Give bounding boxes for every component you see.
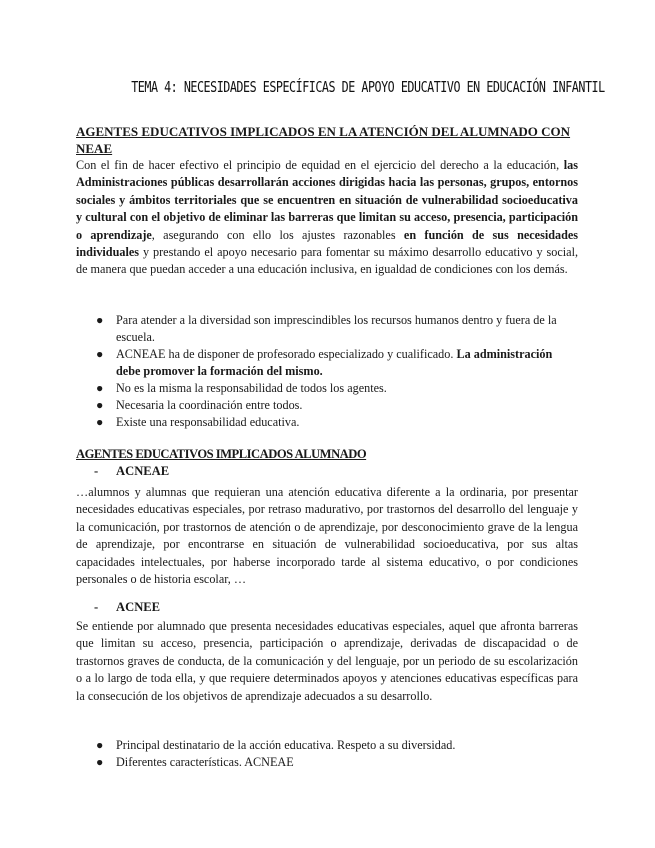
list-item: ● Para atender a la diversidad son imprescindibles los recursos humanos dentro y fuera de la escuela. bbox=[96, 313, 557, 344]
bullet-icon: ● bbox=[96, 415, 104, 429]
list-item: ● ACNEAE ha de disponer de profesorado especializado y cualificado. La administración debe promover la formación del mismo. bbox=[96, 347, 553, 378]
bullet-icon: ● bbox=[96, 313, 104, 327]
bullet-icon: ● bbox=[96, 738, 104, 752]
acnee-bullet-list bbox=[76, 737, 578, 771]
bullet-icon: ● bbox=[96, 398, 104, 412]
section-heading-agentes-neae: AGENTES EDUCATIVOS IMPLICADOS EN LA ATENCIÓN DEL ALUMNADO CON NEAE bbox=[76, 124, 571, 156]
list-item: ● No es la misma la responsabilidad de todos los agentes. bbox=[96, 381, 387, 395]
intro-text-b: , asegurando con ello los ajustes razonables bbox=[151, 227, 396, 242]
intro-text-c: y prestando el apoyo necesario para fomentar su máximo desarrollo educativo y social, de manera que puedan acceder a una educación inclusiva, en igualdad de condiciones con los demás. bbox=[76, 245, 578, 277]
agentes-bullet-list bbox=[76, 312, 578, 431]
intro-text-a: Con el fin de hacer efectivo el principio de equidad en el ejercicio del derecho a la educación, bbox=[76, 158, 560, 172]
intro-bold-1: las Administraciones públicas desarrollarán acciones dirigidas hacia las personas, grupos, entornos sociales y ámbitos territoriales que se encuentren en situación de vulnerabilidad socioeducativa y cultural con el objetivo de eliminar las barreras que limitan su acceso, presencia, participación o aprendizaje bbox=[76, 158, 579, 242]
acnee-paragraph: Se entiende por alumnado que presenta necesidades educativas especiales, aquel que afronta barreras que limitan su acceso, presencia, participación o aprendizaje, derivadas de discapacidad o de trastornos graves de conducta, de la comunicación y del lenguaje, por un periodo de su escolarización o a lo largo de toda ella, y que requiere determinados apoyos y atenciones educativas específicas para la consecución de los objetivos de aprendizaje adecuados a su desarrollo. bbox=[76, 619, 578, 703]
bullet-icon: ● bbox=[96, 755, 104, 769]
list-item: ● Existe una responsabilidad educativa. bbox=[96, 415, 300, 429]
bullet-bold-text: La administración debe promover la formación del mismo. bbox=[116, 347, 553, 378]
subheading-acneae: - ACNEAE bbox=[94, 464, 170, 478]
list-item: ● Diferentes características. ACNEAE bbox=[96, 755, 294, 769]
list-item: ● Necesaria la coordinación entre todos. bbox=[96, 398, 303, 412]
intro-paragraph bbox=[76, 157, 578, 279]
acneae-paragraph: …alumnos y alumnas que requieran una atención educativa diferente a la ordinaria, por presentar necesidades educativas especiales, por retraso madurativo, por trastornos del desarrollo del lenguaje y la comunicación, por trastornos de atención o de aprendizaje, por desconocimiento grave de la lengua de aprendizaje, por encontrarse en situación de vulnerabilidad socioeducativa, por sus altas capacidades intelectuales, por haberse incorporado tarde al sistema educativo, o por condiciones personales o de historia escolar, … bbox=[76, 485, 578, 587]
list-item: ● Principal destinatario de la acción educativa. Respeto a su diversidad. bbox=[96, 738, 456, 752]
page-title: TEMA 4: NECESIDADES ESPECÍFICAS DE APOYO EDUCATIVO EN EDUCACIÓN INFANTIL bbox=[131, 78, 605, 96]
bullet-icon: ● bbox=[96, 347, 104, 361]
bullet-icon: ● bbox=[96, 381, 104, 395]
subheading-acnee: - ACNEE bbox=[94, 600, 161, 614]
section-heading-alumnado: AGENTES EDUCATIVOS IMPLICADOS ALUMNADO bbox=[76, 447, 367, 461]
intro-bold-2: en función de sus necesidades individuales bbox=[76, 227, 579, 260]
